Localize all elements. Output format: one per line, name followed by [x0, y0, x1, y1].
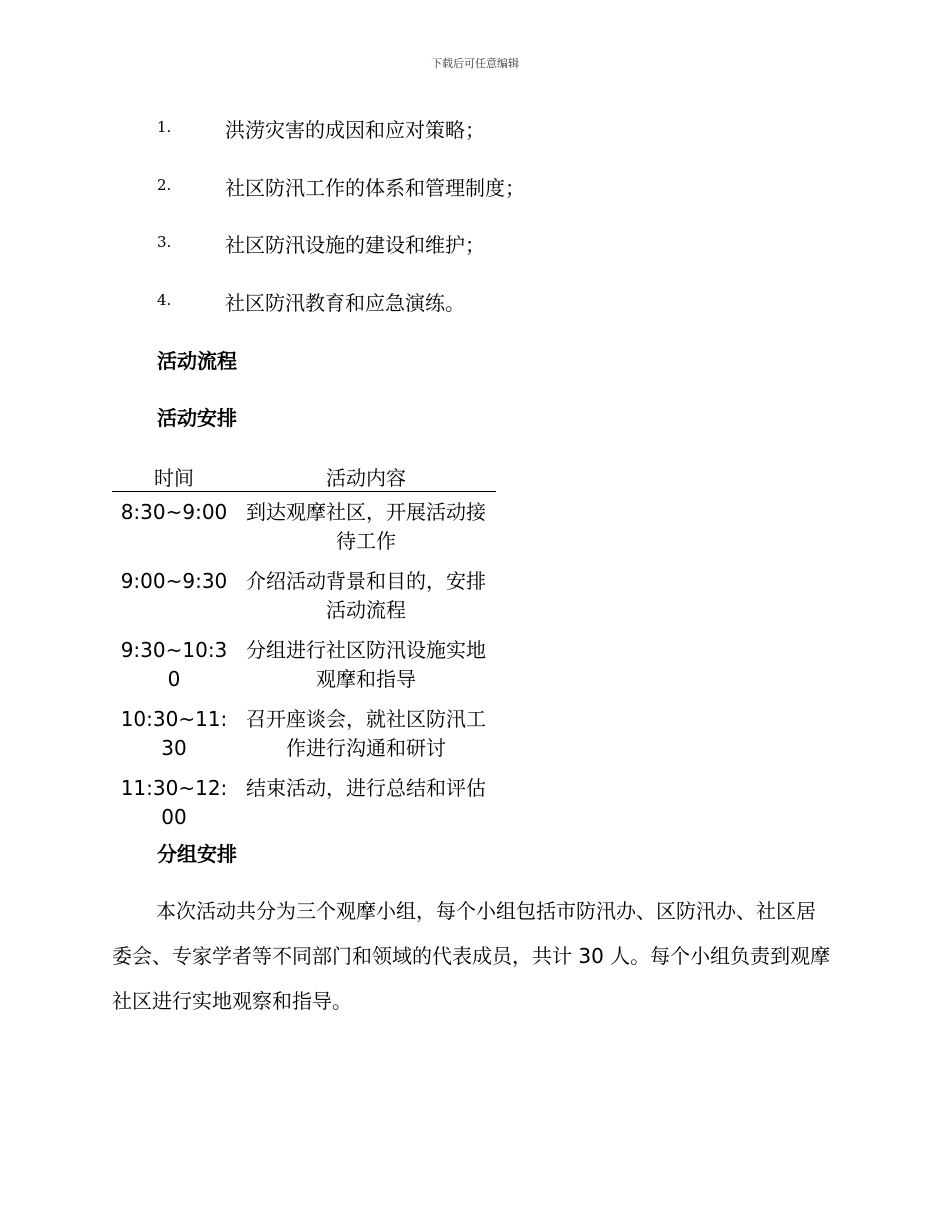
- table-header-row: [112, 462, 496, 492]
- list-number: 3.: [157, 233, 172, 251]
- list-item: [157, 287, 857, 345]
- cell-content: 到达观摩社区，开展活动接待工作: [246, 500, 486, 553]
- list-item: [157, 114, 857, 172]
- list-text: 社区防汛教育和应急演练。: [225, 290, 465, 315]
- list-number: 1.: [157, 118, 172, 136]
- table-row: [112, 699, 496, 768]
- heading-activity-arrangement: 活动安排: [157, 406, 237, 430]
- list-number: 2.: [157, 175, 172, 194]
- cell-time: 9:00~9:30: [120, 569, 228, 593]
- cell-content: 介绍活动背景和目的，安排活动流程: [246, 569, 486, 622]
- header-content: 活动内容: [236, 462, 496, 492]
- list-text: 社区防汛设施的建设和维护；: [225, 233, 485, 257]
- list-text: 洪涝灾害的成因和应对策略；: [225, 118, 485, 142]
- table-row: [112, 768, 496, 837]
- table-row: [112, 492, 496, 562]
- header-time: 时间: [112, 462, 236, 492]
- grouping-paragraph: 本次活动共分为三个观摩小组，每个小组包括市防汛办、区防汛办、社区居委会、专家学者等不同部门和领域的代表成员，共计 30 人。每个小组负责到观摩社区进行实地观察和指导。: [112, 899, 831, 1013]
- list-text: 社区防汛工作的体系和管理制度；: [225, 175, 525, 200]
- list-item: [157, 229, 857, 287]
- table-row: [112, 630, 496, 699]
- heading-grouping: 分组安排: [157, 842, 237, 866]
- list-item: [157, 172, 857, 230]
- heading-activity-flow: 活动流程: [157, 349, 237, 373]
- cell-time: 9:30~10:30: [120, 638, 228, 691]
- cell-content: 分组进行社区防汛设施实地观摩和指导: [246, 638, 486, 691]
- cell-content: 结束活动，进行总结和评估: [246, 776, 486, 800]
- table-row: [112, 561, 496, 630]
- schedule-table: [112, 462, 496, 837]
- list-number: 4.: [157, 290, 172, 309]
- header-note: 下载后可任意编辑: [431, 57, 519, 70]
- cell-time: 8:30~9:00: [120, 500, 228, 524]
- cell-content: 召开座谈会，就社区防汛工作进行沟通和研讨: [246, 707, 486, 760]
- topic-list: [157, 114, 857, 344]
- cell-time: 11:30~12:00: [120, 776, 228, 829]
- cell-time: 10:30~11:30: [120, 707, 228, 760]
